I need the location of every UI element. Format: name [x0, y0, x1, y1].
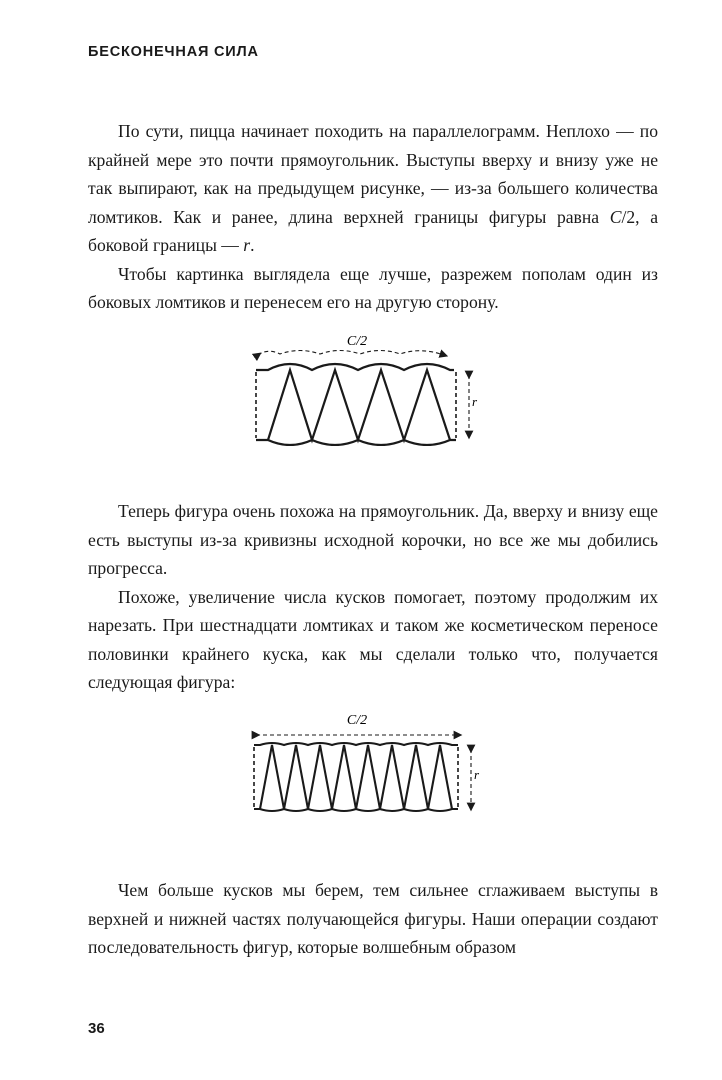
- page-number: 36: [88, 1020, 105, 1037]
- figure-1-drawing: [240, 328, 490, 446]
- slices-shape: [256, 364, 456, 445]
- paragraph: По сути, пицца начинает походить на параллелограмм. Неплохо — по крайней мере это почти прямоугольник. Выступы вверху и внизу уже не так выпирают, как на предыдущем рисунке, — из-за большего количества ломтиков. Как и ранее, длина верхней границы фигуры равна C/2, а боковой границы — r.: [88, 121, 659, 255]
- paragraph: Чтобы картинка выглядела еще лучше, разрежем пополам один из боковых ломтиков и перенесем его на другую сторону.: [88, 263, 658, 312]
- height-label: r: [472, 394, 478, 409]
- width-label: C/2: [346, 713, 368, 728]
- figure-sixteen-slices: [240, 707, 490, 825]
- width-dimension-arrow: [258, 351, 444, 356]
- figure-eight-slices: [240, 328, 490, 446]
- running-head: БЕСКОНЕЧНАЯ СИЛА: [88, 44, 259, 60]
- paragraph: Теперь фигура очень похожа на прямоугольник. Да, вверху и внизу еще есть выступы из-за кривизны исходной корочки, но все же мы добились прогресса.: [88, 501, 658, 578]
- text-block-middle: [88, 497, 658, 697]
- slices-shape: [254, 743, 458, 811]
- width-label: C/2: [346, 334, 368, 349]
- text-block-top: [88, 117, 658, 317]
- text-block-bottom: [88, 876, 658, 962]
- paragraph: Похоже, увеличение числа кусков помогает, поэтому продолжим их нарезать. При шестнадцати ломтиках и таком же косметическом переносе половинки крайнего куска, как мы сделали только что, получается следующая фигура:: [88, 586, 658, 692]
- height-label: r: [474, 767, 480, 782]
- figure-2-drawing: [240, 707, 490, 825]
- paragraph: Чем больше кусков мы берем, тем сильнее сглаживаем выступы в верхней и нижней частях получающейся фигуры. Наши операции создают последовательность фигур, которые волшебным образом: [88, 880, 658, 957]
